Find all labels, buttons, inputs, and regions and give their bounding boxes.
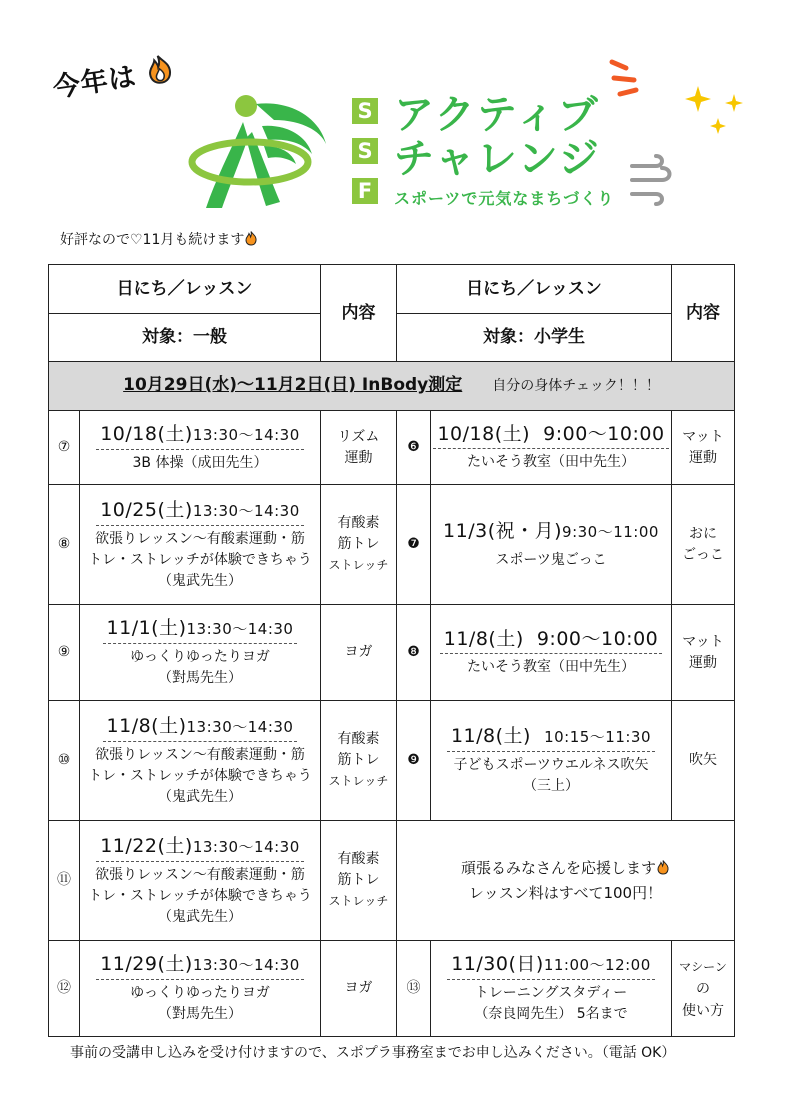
header-left-schedule: 日にち／レッスン (49, 265, 321, 314)
header-left-content: 内容 (321, 265, 397, 362)
fire-icon (244, 230, 258, 246)
lesson-date: 11/8(土) 10:15～11:30 (447, 724, 655, 752)
puff-icon (628, 152, 674, 206)
lesson-cell: 10/25(土)13:30～14:30 欲張りレッスン～有酸素運動・筋 トレ・ストレッチが体験できちゃう （鬼武先生） (80, 485, 321, 605)
lesson-content: マット 運動 (672, 605, 735, 701)
lesson-date: 11/22(土)13:30～14:30 (96, 834, 304, 862)
brand-subtitle: スポーツで元気なまちづくり (394, 189, 615, 208)
ssf-box-3: F (352, 178, 378, 204)
lesson-name: たいそう教室（田中先生） (467, 659, 635, 675)
lesson-number: ⑧ (49, 485, 80, 605)
lesson-cell (431, 485, 672, 605)
header-left-target: 対象：一般 (49, 314, 321, 362)
schedule-table (48, 264, 735, 1037)
lesson-name: 3B 体操（成田先生） (132, 454, 268, 471)
lesson-content: ヨガ (321, 605, 397, 701)
header-right-target: 対象：小学生 (397, 314, 672, 362)
fire-icon (656, 859, 670, 875)
burst-lines-icon (606, 56, 648, 102)
sparkle-icon (678, 78, 748, 136)
ssf-box-1: S (352, 98, 378, 124)
lesson-name: スポーツ鬼ごっこ (495, 551, 607, 568)
lesson-number: ❻ (397, 411, 431, 485)
lesson-cell (431, 411, 672, 485)
lesson-cell (431, 605, 672, 701)
inbody-event-row (49, 362, 735, 411)
active-challenge-logo-icon (188, 90, 333, 212)
lesson-content: マシーン の 使い方 (672, 941, 735, 1037)
lesson-date: 11/8(土)13:30～14:30 (103, 714, 298, 742)
lesson-date: 11/30(日)11:00～12:00 (447, 952, 655, 980)
lesson-date: 10/25(土)13:30～14:30 (96, 498, 304, 526)
lesson-cell: 11/29(土)13:30～14:30 ゆっくりゆったりヨガ （對馬先生） (80, 941, 321, 1037)
lesson-cell: 11/30(日)11:00～12:00 トレーニングスタディー （奈良岡先生） 5名まで (431, 941, 672, 1037)
event-subtitle: 自分の身体チェック！！！ (492, 378, 660, 394)
lesson-content: 有酸素 筋トレ ストレッチ (321, 821, 397, 941)
lesson-cell: 11/8(土)13:30～14:30 欲張りレッスン～有酸素運動・筋 トレ・ストレッチが体験できちゃう （鬼武先生） (80, 701, 321, 821)
lesson-number: ⑩ (49, 701, 80, 821)
table-row (49, 411, 735, 485)
table-row (49, 701, 735, 821)
header (0, 0, 792, 225)
lesson-content: ヨガ (321, 941, 397, 1037)
event-title: 10月29日(水)～11月2日(日) InBody測定 (123, 375, 463, 395)
footer-note: 事前の受講申し込みを受け付けますので、スポプラ事務室までお申し込みください。（電話 OK） (70, 1045, 676, 1061)
lesson-cell: 11/22(土)13:30～14:30 欲張りレッスン～有酸素運動・筋 トレ・ストレッチが体験できちゃう （鬼武先生） (80, 821, 321, 941)
brand-title-line2: チャレンジ (394, 136, 601, 182)
kotoshi-text: 今年は (50, 49, 177, 105)
lesson-date: 11/8(土) 9:00～10:00 (440, 627, 663, 654)
table-row (49, 605, 735, 701)
lesson-cell: 11/1(土)13:30～14:30 ゆっくりゆったりヨガ （對馬先生） (80, 605, 321, 701)
lesson-date: 10/18(土)13:30～14:30 (96, 422, 304, 450)
table-row (49, 941, 735, 1037)
lesson-cell (80, 411, 321, 485)
support-message: 頑張るみなさんを応援します レッスン料はすべて100円！ (397, 821, 735, 941)
header-right-content: 内容 (672, 265, 735, 362)
lesson-date: 11/29(土)13:30～14:30 (96, 952, 304, 980)
lesson-content: 有酸素 筋トレ ストレッチ (321, 485, 397, 605)
lesson-number: ❾ (397, 701, 431, 821)
lesson-number: ⑨ (49, 605, 80, 701)
lesson-cell: 11/8(土) 10:15～11:30 子どもスポーツウエルネス吹矢 （三上） (431, 701, 672, 821)
brand-title-line1: アクティブ (394, 92, 600, 138)
lesson-name: たいそう教室（田中先生） (467, 454, 635, 470)
header-right-schedule: 日にち／レッスン (397, 265, 672, 314)
lesson-number: ⑪ (49, 821, 80, 941)
lesson-content: マット 運動 (672, 411, 735, 485)
lesson-content: おに ごっこ (672, 485, 735, 605)
table-row (49, 821, 735, 941)
lesson-number: ❼ (397, 485, 431, 605)
note-text: 好評なので♡11月も続けます (60, 229, 258, 249)
lesson-date: 11/1(土)13:30～14:30 (103, 616, 298, 644)
lesson-content: リズム 運動 (321, 411, 397, 485)
lesson-number: ⑬ (397, 941, 431, 1037)
lesson-content: 有酸素 筋トレ ストレッチ (321, 701, 397, 821)
lesson-date: 11/3(祝・月)9:30～11:00 (443, 519, 659, 542)
lesson-number: ⑦ (49, 411, 80, 485)
fire-icon (144, 52, 176, 86)
lesson-number: ❽ (397, 605, 431, 701)
lesson-number: ⑫ (49, 941, 80, 1037)
lesson-content: 吹矢 (672, 701, 735, 821)
table-row (49, 485, 735, 605)
ssf-box-2: S (352, 138, 378, 164)
lesson-date: 10/18(土) 9:00～10:00 (433, 422, 668, 449)
